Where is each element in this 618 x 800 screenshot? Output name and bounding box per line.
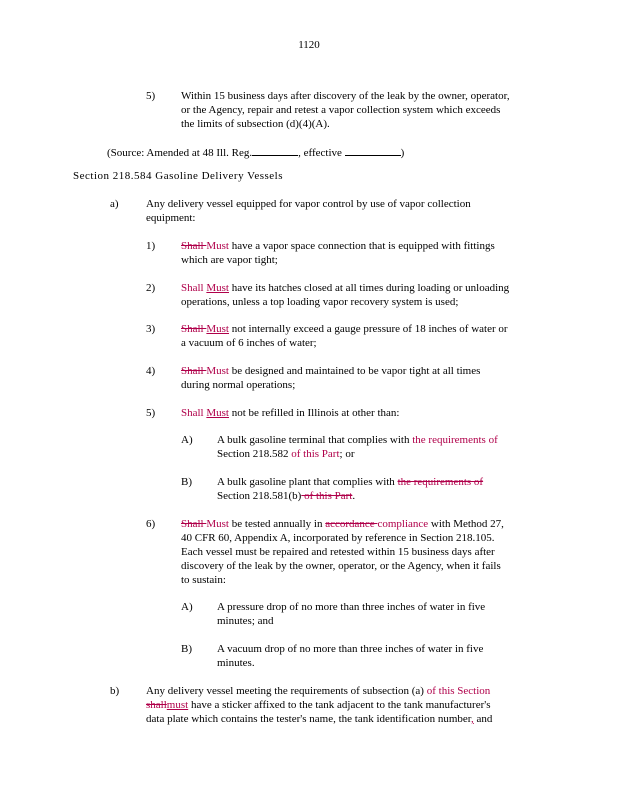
inserted-text: , — [471, 713, 474, 725]
sublist-label: A) — [181, 601, 193, 613]
inserted-text: Shall — [181, 407, 207, 419]
text: be designed and maintained to be vapor tight at all times — [229, 365, 481, 377]
sublist-label: B) — [181, 476, 192, 488]
section-heading: Section 218.584 Gasoline Delivery Vessels — [73, 170, 284, 182]
paragraph-line: which are vapor tight; — [181, 254, 278, 266]
text: Section 218.581(b) — [217, 490, 302, 502]
blank-line — [345, 145, 401, 156]
text: A bulk gasoline plant that complies with — [217, 476, 398, 488]
paragraph-line — [181, 364, 480, 378]
inserted-text: must — [166, 699, 189, 711]
paragraph-line: 40 CFR 60, Appendix A, incorporated by reference in Section 218.105. — [181, 532, 495, 544]
paragraph-line: Each vessel must be repaired and retested within 15 business days after — [181, 546, 495, 558]
paragraph-line: during normal operations; — [181, 379, 296, 391]
text: not internally exceed a gauge pressure of 18 inches of water or — [229, 323, 508, 335]
deleted-text: the requirements of — [397, 476, 484, 488]
paragraph-line: operations, unless a top loading vapor recovery system is used; — [181, 296, 459, 308]
inserted-text: Must — [206, 518, 229, 530]
paragraph-line — [146, 712, 492, 726]
list-number: 6) — [146, 518, 156, 530]
paragraph-line: equipment: — [146, 212, 196, 224]
text: with Method 27, — [428, 518, 504, 530]
source-prefix: (Source: Amended at 48 Ill. Reg. — [107, 147, 253, 159]
source-note — [107, 145, 404, 160]
paragraph-line: to sustain: — [181, 574, 226, 586]
text: . — [352, 490, 356, 502]
paragraph-line — [217, 475, 483, 489]
paragraph-line — [181, 239, 495, 253]
list-number: 5) — [146, 90, 156, 102]
paragraph-line — [181, 281, 509, 295]
text: have a sticker affixed to the tank adjacent to the tank manufacturer's — [188, 699, 491, 711]
inserted-text: Must — [206, 365, 229, 377]
list-number: 4) — [146, 365, 156, 377]
paragraph-line — [146, 698, 491, 712]
text: have a vapor space connection that is equipped with fittings — [229, 240, 495, 252]
sublist-label: A) — [181, 434, 193, 446]
list-number: 5) — [146, 407, 156, 419]
paragraph-line: Any delivery vessel equipped for vapor control by use of vapor collection — [146, 198, 471, 210]
deleted-text: Shall — [181, 365, 207, 377]
subsection-label: b) — [110, 685, 120, 697]
inserted-text: compliance — [377, 518, 429, 530]
text: data plate which contains the tester's name, the tank identification number — [146, 713, 472, 725]
paragraph-line: minutes; and — [217, 615, 274, 627]
inserted-text: Shall — [181, 282, 207, 294]
paragraph-line — [181, 517, 504, 531]
deleted-text: Shall — [181, 518, 207, 530]
list-number: 2) — [146, 282, 156, 294]
deleted-text: accordance — [325, 518, 378, 530]
paragraph-line: or the Agency, repair and retest a vapor collection system which exceeds — [181, 104, 501, 116]
sublist-label: B) — [181, 643, 192, 655]
subsection-label: a) — [110, 198, 119, 210]
paragraph-line: Within 15 business days after discovery of the leak by the owner, operator, — [181, 90, 510, 102]
source-suffix: ) — [400, 147, 405, 159]
inserted-text: Must — [206, 407, 229, 419]
inserted-text: of this Part — [291, 448, 340, 460]
paragraph-line: the limits of subsection (d)(4)(A). — [181, 118, 330, 130]
inserted-text: of this Section — [426, 685, 491, 697]
paragraph-line — [146, 684, 490, 698]
blank-line — [252, 145, 298, 156]
inserted-text: Must — [206, 323, 229, 335]
paragraph-line — [217, 433, 498, 447]
paragraph-line: A pressure drop of no more than three inches of water in five — [217, 601, 486, 613]
deleted-text: shall — [146, 699, 167, 711]
text: ; or — [339, 448, 355, 460]
inserted-text: Must — [206, 240, 229, 252]
paragraph-line: minutes. — [217, 657, 255, 669]
source-mid: , effective — [298, 147, 345, 159]
inserted-text: the requirements of — [412, 434, 498, 446]
text: have its hatches closed at all times during loading or unloading — [229, 282, 510, 294]
list-number: 1) — [146, 240, 156, 252]
page-number: 1120 — [298, 39, 320, 51]
inserted-text: Must — [206, 282, 229, 294]
text: A bulk gasoline terminal that complies with — [217, 434, 413, 446]
deleted-text: Shall — [181, 323, 207, 335]
paragraph-line — [181, 406, 399, 420]
paragraph-line: A vacuum drop of no more than three inches of water in five — [217, 643, 484, 655]
paragraph-line — [217, 447, 355, 461]
deleted-text: of this Part — [301, 490, 353, 502]
text: be tested annually in — [229, 518, 326, 530]
paragraph-line: discovery of the leak by the owner, operator, or the Agency, when it fails — [181, 560, 501, 572]
text: and — [473, 713, 493, 725]
text: not be refilled in Illinois at other than: — [229, 407, 400, 419]
paragraph-line — [181, 322, 508, 336]
paragraph-line — [217, 489, 355, 503]
text: Any delivery vessel meeting the requirements of subsection (a) — [146, 685, 427, 697]
deleted-text: Shall — [181, 240, 207, 252]
list-number: 3) — [146, 323, 156, 335]
text: Section 218.582 — [217, 448, 292, 460]
paragraph-line: a vacuum of 6 inches of water; — [181, 337, 317, 349]
